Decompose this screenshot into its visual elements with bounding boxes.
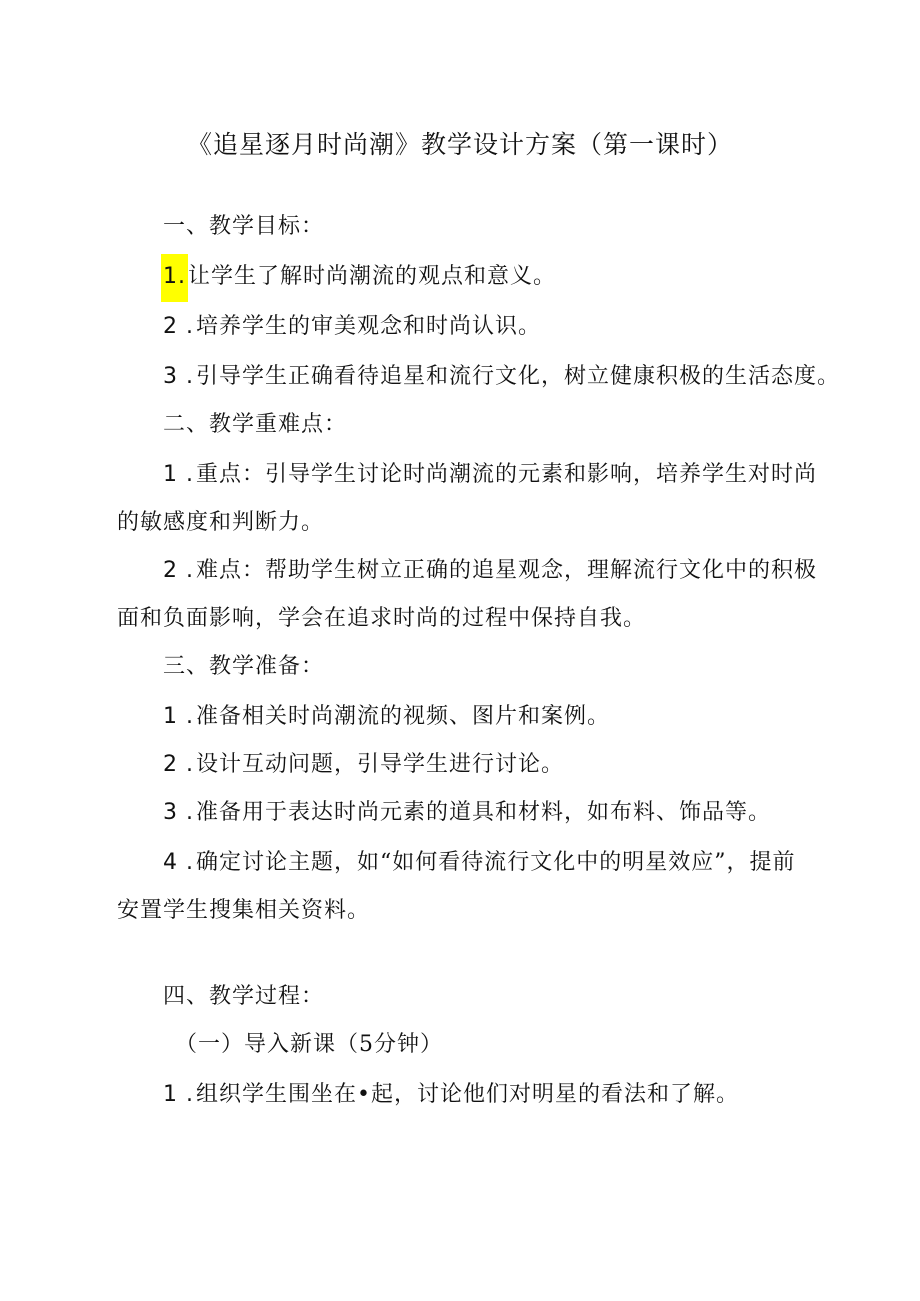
- list-item-text: 设计互动问题，引导学生进行讨论。: [196, 752, 565, 777]
- item-number: 3: [163, 364, 178, 389]
- list-item-text: 培养学生的审美观念和时尚认识。: [196, 314, 542, 339]
- list-item-text: 难点：帮助学生树立正确的追星观念，理解流行文化中的积极: [196, 558, 818, 583]
- list-item-text: 重点：引导学生讨论时尚潮流的元素和影响，培养学生对时尚: [196, 462, 818, 487]
- list-item-text: 准备相关时尚潮流的视频、图片和案例。: [196, 704, 611, 729]
- item-separator: .: [186, 704, 194, 729]
- item-number: 2: [163, 558, 178, 583]
- list-item: [163, 702, 610, 732]
- subsection-heading-intro: （一）导入新课（5分钟）: [175, 1032, 443, 1057]
- item-number: 3: [163, 800, 178, 825]
- list-item-continuation: 的敏感度和判断力。: [117, 510, 325, 535]
- list-item-text: 确定讨论主题，如“如何看待流行文化中的明星效应”，提前: [196, 850, 796, 875]
- item-separator: .: [186, 364, 194, 389]
- item-separator: .: [186, 800, 194, 825]
- list-item: [163, 262, 556, 292]
- list-item: [163, 750, 564, 780]
- list-item-continuation: 安置学生搜集相关资料。: [117, 898, 371, 923]
- item-separator: .: [186, 752, 194, 777]
- item-number: 4: [163, 850, 178, 875]
- item-number: 1: [163, 1082, 178, 1107]
- list-item-text: 让学生了解时尚潮流的观点和意义。: [188, 264, 557, 289]
- document-title: 《追星逐月时尚潮》教学设计方案（第一课时）: [186, 130, 733, 159]
- list-item: [163, 460, 817, 490]
- list-item-text: 引导学生正确看待追星和流行文化，树立健康积极的生活态度。: [196, 364, 841, 389]
- list-item: [163, 312, 541, 342]
- item-number: 1: [163, 462, 178, 487]
- item-separator: .: [186, 558, 194, 583]
- list-item: [163, 848, 796, 878]
- list-item: [163, 556, 817, 586]
- list-item: [163, 362, 840, 392]
- section-heading-preparation: 三、教学准备：: [163, 654, 325, 679]
- list-item: [163, 798, 771, 828]
- item-separator: .: [186, 850, 194, 875]
- item-separator: .: [186, 314, 194, 339]
- section-heading-process: 四、教学过程：: [163, 984, 325, 1009]
- section-heading-objectives: 一、教学目标：: [163, 214, 325, 239]
- list-item-text: 准备用于表达时尚元素的道具和材料，如布料、饰品等。: [196, 800, 772, 825]
- section-heading-key-points: 二、教学重难点：: [163, 412, 348, 437]
- item-number: 1: [163, 704, 178, 729]
- item-number: 2: [163, 314, 178, 339]
- item-number: 2: [163, 752, 178, 777]
- list-item-text: 组织学生围坐在•起，讨论他们对明星的看法和了解。: [196, 1082, 739, 1107]
- list-item-continuation: 面和负面影响，学会在追求时尚的过程中保持自我。: [117, 606, 647, 631]
- item-separator: .: [186, 1082, 194, 1107]
- highlighted-item-number: 1.: [161, 254, 188, 302]
- list-item: [163, 1080, 739, 1110]
- item-separator: .: [186, 462, 194, 487]
